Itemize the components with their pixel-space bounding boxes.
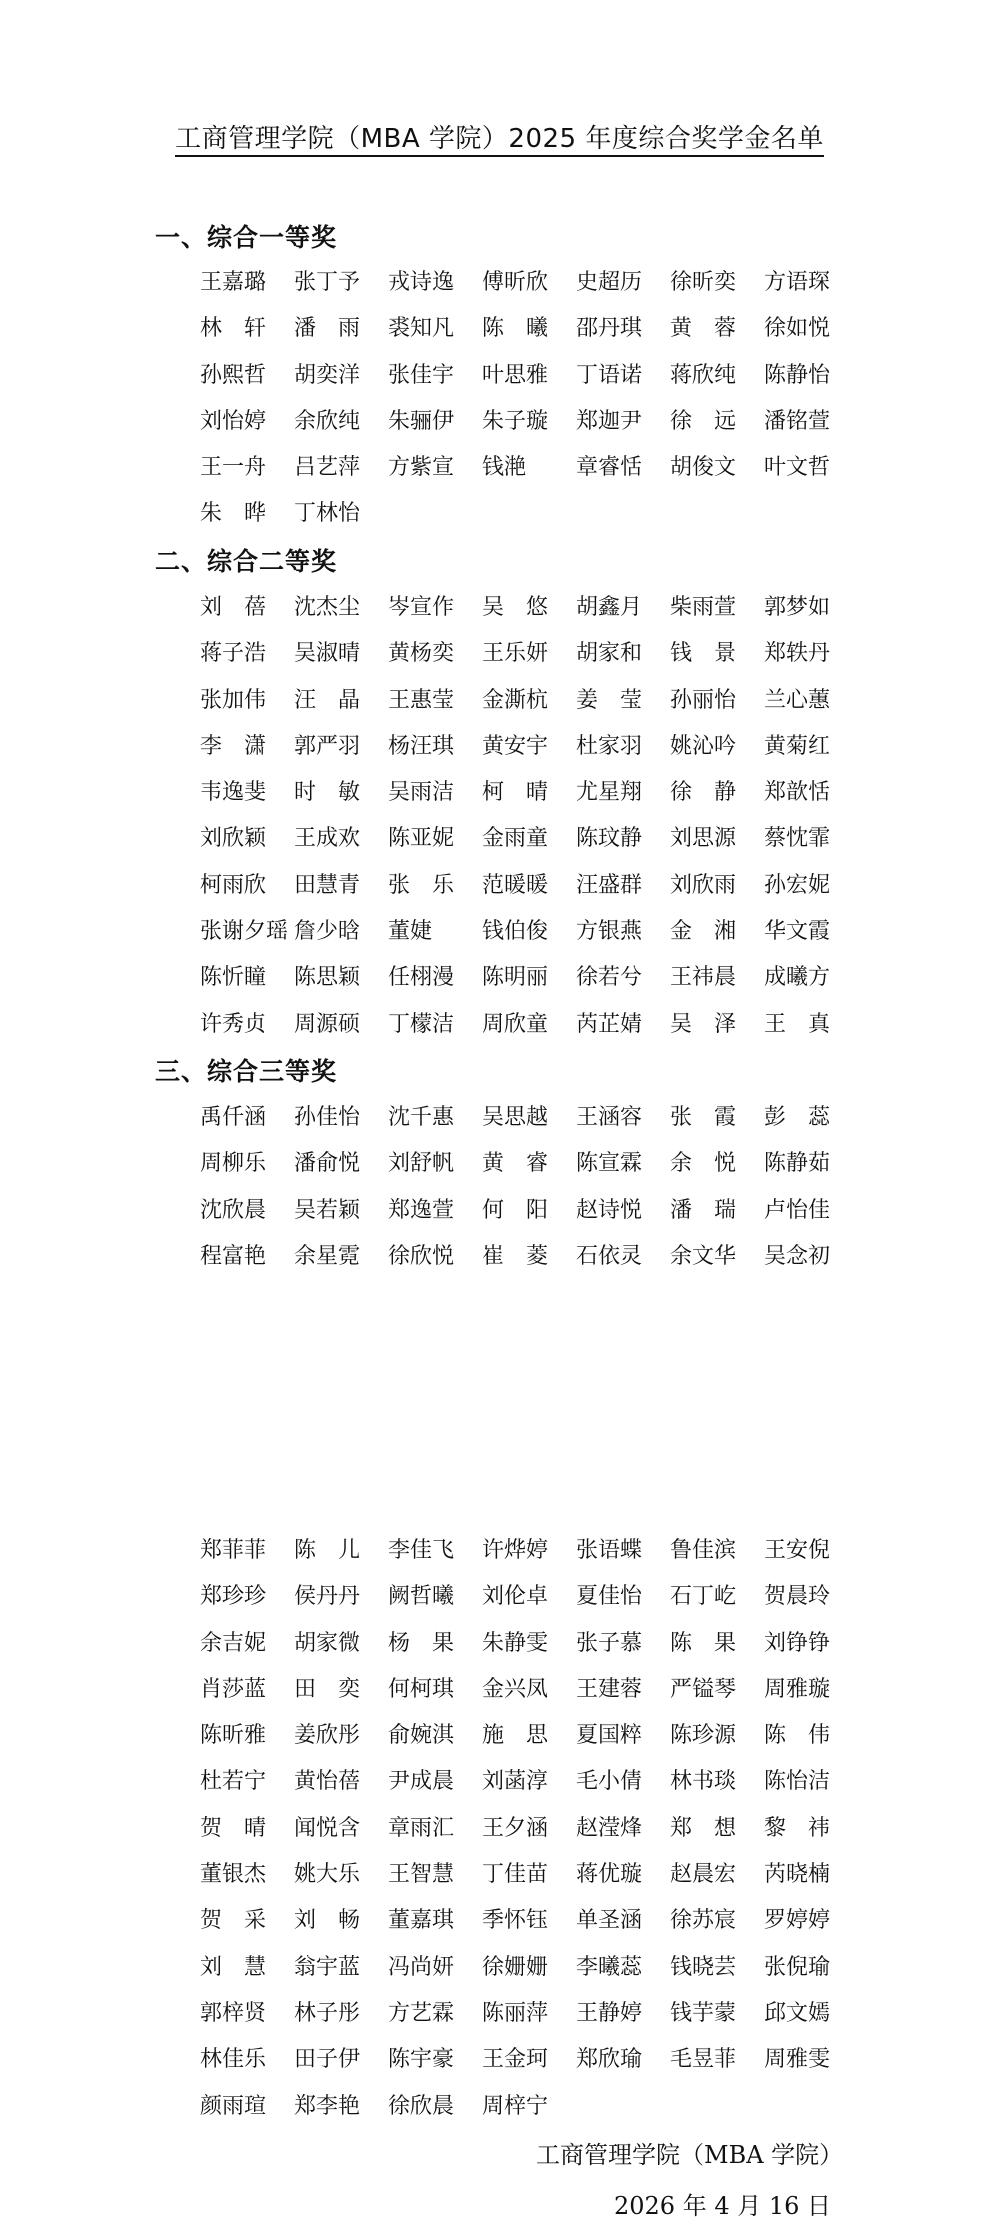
document-title-text: 工商管理学院（MBA 学院）2025 年度综合奖学金名单 [175,124,824,157]
name-item: 闻悦含 [294,1815,361,1841]
name-item: 卢怡佳 [764,1197,831,1223]
name-item: 胡鑫月 [576,595,643,620]
name-item: 张语蝶 [576,1538,643,1563]
name-item: 陈 果 [670,1630,737,1656]
name-item: 王成欢 [294,826,361,852]
name-item: 郑欣瑜 [576,2047,643,2073]
name-item: 侯丹丹 [294,1584,361,1610]
name-item: 王嘉璐 [200,270,267,295]
name-item: 陈怡洁 [764,1769,831,1795]
name-item: 吴 悠 [482,595,549,620]
name-item: 贺 晴 [200,1815,267,1841]
name-item: 杨汪琪 [388,733,455,759]
name-item: 胡奕洋 [294,362,361,388]
name-item: 李 潇 [200,733,267,759]
name-item: 毛小倩 [576,1769,643,1795]
name-item: 石丁屹 [670,1584,737,1610]
name-item: 方艺霖 [388,2000,455,2026]
name-item: 姚大乐 [294,1862,361,1888]
name-item: 姜欣彤 [294,1723,361,1749]
name-item: 周梓宁 [482,2093,549,2119]
name-item: 许烨婷 [482,1538,549,1563]
name-item: 林 轩 [200,316,267,342]
name-item: 余欣纯 [294,408,361,434]
name-item: 郭严羽 [294,733,361,759]
name-item: 刘思源 [670,826,737,852]
name-item: 赵诗悦 [576,1197,643,1223]
name-item: 王一舟 [200,455,267,481]
name-item: 邱文嫣 [764,2000,831,2026]
name-item: 周雅雯 [764,2047,831,2073]
name-item: 刘 慧 [200,1954,267,1980]
name-item: 华文霞 [764,919,831,945]
name-item: 钱芋蒙 [670,2000,737,2026]
name-item: 潘 雨 [294,316,361,342]
name-item: 方银燕 [576,919,643,945]
name-item: 金兴凤 [482,1676,549,1702]
name-item: 夏国粹 [576,1723,643,1749]
name-item: 潘铭萱 [764,408,831,434]
name-item: 徐 静 [670,780,737,806]
name-item: 阙哲曦 [388,1584,455,1610]
name-item: 成曦方 [764,965,831,991]
name-item: 金 湘 [670,919,737,945]
name-item: 胡家和 [576,641,643,667]
name-item: 孙熙哲 [200,362,267,388]
name-item: 黄杨奕 [388,641,455,667]
name-item: 余文华 [670,1243,737,1269]
name-item: 胡俊文 [670,455,737,481]
name-item: 田子伊 [294,2047,361,2073]
name-item: 沈欣晨 [200,1197,267,1223]
name-item: 王智慧 [388,1862,455,1888]
name-item: 施 思 [482,1723,549,1749]
name-item: 钱晓芸 [670,1954,737,1980]
name-item: 林书琰 [670,1769,737,1795]
name-item: 王涵容 [576,1105,643,1130]
name-item: 田 奕 [294,1676,361,1702]
name-item: 詹少晗 [294,919,361,945]
section-heading-second-prize: 二、综合二等奖 [155,547,338,576]
name-item: 董嘉琪 [388,1908,455,1934]
name-item: 周雅璇 [764,1676,831,1702]
name-item: 郑轶丹 [764,641,831,667]
name-item: 陈宇豪 [388,2047,455,2073]
name-item: 裘知凡 [388,316,455,342]
document-title [0,118,999,155]
name-item: 罗婷婷 [764,1908,831,1934]
name-item: 姜 莹 [576,687,643,713]
name-item: 朱子璇 [482,408,549,434]
name-item: 林子彤 [294,2000,361,2026]
name-item: 陈 伟 [764,1723,831,1749]
name-item: 郑迦尹 [576,408,643,434]
name-item: 刘怡婷 [200,408,267,434]
name-item: 黄安宇 [482,733,549,759]
name-item: 尹成晨 [388,1769,455,1795]
name-item: 黄怡蓓 [294,1769,361,1795]
name-item: 夏佳怡 [576,1584,643,1610]
name-item: 单圣涵 [576,1908,643,1934]
name-item: 贺晨玲 [764,1584,831,1610]
name-item: 孙佳怡 [294,1105,361,1130]
name-item: 沈千惠 [388,1105,455,1130]
name-item: 方紫宣 [388,455,455,481]
name-item: 丁佳苗 [482,1862,549,1888]
name-item: 章睿恬 [576,455,643,481]
name-item: 黄 睿 [482,1151,549,1177]
name-item: 孙丽怡 [670,687,737,713]
name-item: 丁语诺 [576,362,643,388]
name-item: 田慧青 [294,872,361,898]
name-item: 余星霓 [294,1243,361,1269]
name-item: 刘舒帆 [388,1151,455,1177]
name-item: 刘欣雨 [670,872,737,898]
name-item: 刘 畅 [294,1908,361,1934]
name-item: 时 敏 [294,780,361,806]
name-item: 陈玟静 [576,826,643,852]
name-item: 姚沁吟 [670,733,737,759]
name-item: 张加伟 [200,687,267,713]
name-item: 肖莎蓝 [200,1676,267,1702]
name-item: 陈静怡 [764,362,831,388]
name-item: 陈昕雅 [200,1723,267,1749]
name-item: 程富艳 [200,1243,267,1269]
name-item: 吴雨洁 [388,780,455,806]
name-item: 何柯琪 [388,1676,455,1702]
section-heading-first-prize: 一、综合一等奖 [155,223,338,252]
name-item: 刘菡淳 [482,1769,549,1795]
name-item: 徐苏宸 [670,1908,737,1934]
section-heading-third-prize: 三、综合三等奖 [155,1057,338,1086]
name-item: 郑逸萱 [388,1197,455,1223]
name-item: 郭梦如 [764,595,831,620]
name-item: 钱滟 [482,455,527,481]
name-item: 韦逸斐 [200,780,267,806]
name-item: 陈 儿 [294,1538,361,1563]
name-item: 赵滢烽 [576,1815,643,1841]
name-item: 徐欣悦 [388,1243,455,1269]
name-item: 彭 蕊 [764,1105,831,1130]
name-item: 蒋欣纯 [670,362,737,388]
name-item: 王金珂 [482,2047,549,2073]
name-item: 黄 蓉 [670,316,737,342]
name-item: 陈亚妮 [388,826,455,852]
name-item: 吴淑晴 [294,641,361,667]
name-item: 崔 菱 [482,1243,549,1269]
name-item: 陈丽萍 [482,2000,549,2026]
name-list-first-prize [200,260,858,538]
name-item: 王安倪 [764,1538,831,1563]
name-item: 沈杰尘 [294,595,361,620]
name-item: 金雨童 [482,826,549,852]
name-item: 贺 采 [200,1908,267,1934]
name-item: 周源硕 [294,1011,361,1037]
name-item: 张 乐 [388,872,455,898]
name-item: 钱伯俊 [482,919,549,945]
name-item: 陈宣霖 [576,1151,643,1177]
name-item: 黄菊红 [764,733,831,759]
name-list-third-prize-continued [200,1528,858,2130]
name-item: 董银杰 [200,1862,267,1888]
name-list-third-prize [200,1095,858,1280]
name-item: 吴思越 [482,1105,549,1130]
name-item: 汪盛群 [576,872,643,898]
name-item: 张 霞 [670,1105,737,1130]
name-item: 许秀贞 [200,1011,267,1037]
name-item: 徐如悦 [764,316,831,342]
name-item: 林佳乐 [200,2047,267,2073]
name-item: 陈思颖 [294,965,361,991]
name-item: 胡家微 [294,1630,361,1656]
name-item: 陈忻瞳 [200,965,267,991]
name-item: 郑 想 [670,1815,737,1841]
name-item: 任栩漫 [388,965,455,991]
name-item: 张丁予 [294,270,361,295]
name-item: 柴雨萱 [670,595,737,620]
name-item: 郑菲菲 [200,1538,267,1563]
name-item: 王惠莹 [388,687,455,713]
name-item: 石依灵 [576,1243,643,1269]
name-item: 赵晨宏 [670,1862,737,1888]
name-item: 张倪瑜 [764,1954,831,1980]
name-item: 芮晓楠 [764,1862,831,1888]
name-item: 陈静茹 [764,1151,831,1177]
name-item: 戎诗逸 [388,270,455,295]
name-item: 叶文哲 [764,455,831,481]
name-item: 董婕 [388,919,433,945]
name-item: 蒋子浩 [200,641,267,667]
footer-organization: 工商管理学院（MBA 学院） [536,2141,844,2169]
name-item: 何 阳 [482,1197,549,1223]
name-item: 郑珍珍 [200,1584,267,1610]
name-item: 张谢夕瑶 [200,919,289,945]
name-item: 钱 景 [670,641,737,667]
name-item: 郭梓贤 [200,2000,267,2026]
name-item: 刘欣颖 [200,826,267,852]
name-item: 余吉妮 [200,1630,267,1656]
name-item: 潘俞悦 [294,1151,361,1177]
name-item: 范暖暖 [482,872,549,898]
name-item: 李曦蕊 [576,1954,643,1980]
name-item: 岑宣作 [388,595,455,620]
name-item: 张子慕 [576,1630,643,1656]
name-item: 陈明丽 [482,965,549,991]
name-item: 刘铮铮 [764,1630,831,1656]
name-item: 王祎晨 [670,965,737,991]
name-item: 冯尚妍 [388,1954,455,1980]
name-item: 史超历 [576,270,643,295]
name-item: 蔡忱霏 [764,826,831,852]
name-item: 邵丹琪 [576,316,643,342]
name-item: 徐姗姗 [482,1954,549,1980]
name-item: 朱骊伊 [388,408,455,434]
name-item: 吴若颖 [294,1197,361,1223]
name-item: 徐欣晨 [388,2093,455,2119]
name-item: 汪 晶 [294,687,361,713]
name-item: 杜若宁 [200,1769,267,1795]
name-item: 翁宇蓝 [294,1954,361,1980]
name-item: 李佳飞 [388,1538,455,1563]
name-item: 芮芷婧 [576,1011,643,1037]
name-item: 杜家羽 [576,733,643,759]
name-item: 王夕涵 [482,1815,549,1841]
name-item: 金澌杭 [482,687,549,713]
name-item: 徐 远 [670,408,737,434]
name-item: 周欣童 [482,1011,549,1037]
name-item: 杨 果 [388,1630,455,1656]
footer-date: 2026 年 4 月 16 日 [614,2192,832,2220]
name-item: 俞婉淇 [388,1723,455,1749]
name-item: 柯 晴 [482,780,549,806]
name-item: 叶思雅 [482,362,549,388]
name-item: 潘 瑞 [670,1197,737,1223]
name-item: 丁林怡 [294,501,361,527]
name-item: 方语琛 [764,270,831,295]
name-item: 王建蓉 [576,1676,643,1702]
name-item: 颜雨瑄 [200,2093,267,2119]
name-item: 刘伦卓 [482,1584,549,1610]
name-item: 王乐妍 [482,641,549,667]
name-item: 毛昱菲 [670,2047,737,2073]
name-item: 郑李艳 [294,2093,361,2119]
name-item: 王 真 [764,1011,831,1037]
name-item: 尤星翔 [576,780,643,806]
name-item: 周柳乐 [200,1151,267,1177]
name-item: 刘 蓓 [200,595,267,620]
name-item: 王静婷 [576,2000,643,2026]
name-item: 丁檬洁 [388,1011,455,1037]
name-item: 季怀钰 [482,1908,549,1934]
name-item: 吴 泽 [670,1011,737,1037]
name-item: 禹仟涵 [200,1105,267,1130]
name-item: 陈 曦 [482,316,549,342]
name-item: 朱静雯 [482,1630,549,1656]
name-item: 徐昕奕 [670,270,737,295]
name-item: 柯雨欣 [200,872,267,898]
name-item: 徐若兮 [576,965,643,991]
name-item: 张佳宇 [388,362,455,388]
name-item: 傅昕欣 [482,270,549,295]
name-item: 黎 祎 [764,1815,831,1841]
name-item: 章雨汇 [388,1815,455,1841]
name-item: 郑歆恬 [764,780,831,806]
name-item: 陈珍源 [670,1723,737,1749]
name-item: 吕艺萍 [294,455,361,481]
name-item: 余 悦 [670,1151,737,1177]
name-item: 朱 晔 [200,501,267,527]
name-item: 蒋优璇 [576,1862,643,1888]
name-item: 鲁佳滨 [670,1538,737,1563]
name-item: 严镒琴 [670,1676,737,1702]
name-item: 吴念初 [764,1243,831,1269]
name-list-second-prize [200,585,858,1048]
name-item: 兰心蕙 [764,687,831,713]
name-item: 孙宏妮 [764,872,831,898]
